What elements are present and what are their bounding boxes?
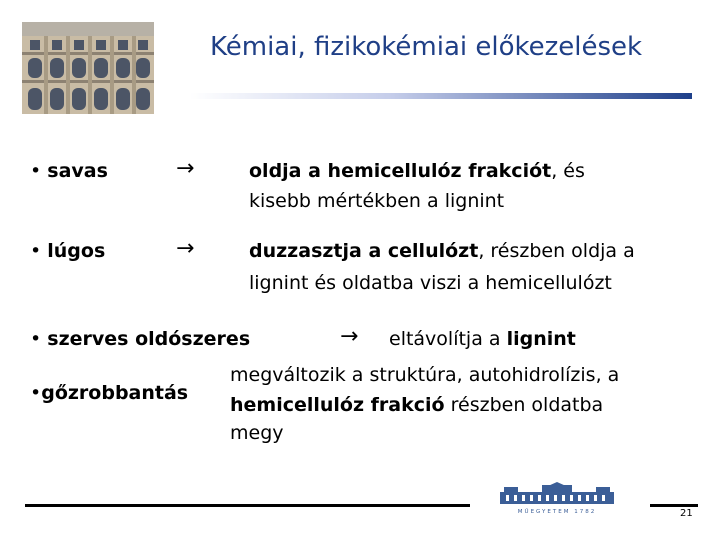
university-logo [482,482,632,516]
item-term: savas [47,160,108,182]
footer-rule-left [25,504,470,507]
footer-rule-right [650,504,698,507]
item-description-bold: lignint [506,328,576,350]
item-term: gőzrobbantás [41,382,189,404]
list-item-lugos [30,238,105,265]
right-arrow-icon: → [340,324,359,349]
item-description-line: megy [230,422,284,444]
item-description-line: kisebb mértékben a lignint [249,190,505,212]
item-description-line [230,392,603,419]
item-description-rest: , részben oldja a [478,240,635,262]
item-description-line: lignint és oldatba viszi a hemicellulózt [249,272,612,294]
right-arrow-icon: → [176,156,195,181]
bullet: • [30,382,42,404]
item-description-bold: duzzasztja a cellulózt [249,240,479,262]
item-description-rest: , és [551,160,585,182]
item-description-line [249,158,585,185]
list-item-savas [30,158,108,185]
bullet: • [30,328,42,350]
list-item-szerves [30,326,250,353]
list-item-gozrobbantas [30,380,188,407]
title-underline [190,93,692,99]
building-photo [22,22,154,114]
item-description-rest: részben oldatba [444,394,604,416]
page-number: 21 [680,508,693,519]
item-term: szerves oldószeres [47,328,251,350]
item-description-bold: oldja a hemicellulóz frakciót [249,160,552,182]
right-arrow-icon: → [176,236,195,261]
item-term: lúgos [47,240,106,262]
logo-caption: MŰEGYETEM 1782 [517,509,597,515]
bullet: • [30,160,42,182]
item-description-bold: hemicellulóz frakció [230,394,445,416]
item-description-line [249,238,635,265]
item-description-rest: eltávolítja a [389,328,507,350]
bullet: • [30,240,42,262]
item-description-line [389,326,576,353]
item-description-line: megváltozik a struktúra, autohidrolízis, a [230,364,620,386]
slide-title: Kémiai, fizikokémiai előkezelések [210,32,643,62]
